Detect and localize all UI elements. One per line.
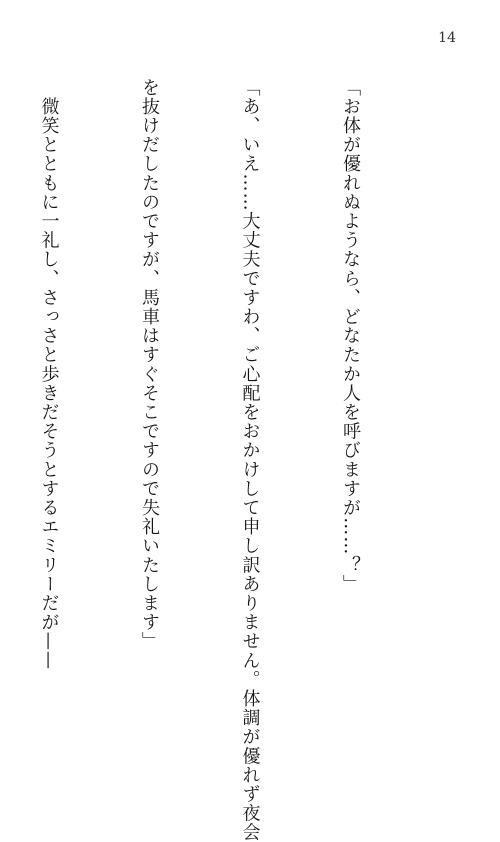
text-line: 「お体が優れぬようなら、どなたか人を呼びますが……？」	[340, 78, 361, 594]
text-line: 「あ、いえ……大丈夫ですわ、ご心配をおかけして申し訳ありません。体調が優れず夜会	[239, 78, 261, 842]
text-line: を抜けだしたのですが、馬車はすぐそこですので失礼いたします」	[139, 78, 160, 651]
vertical-text-body	[0, 78, 434, 842]
text-line: 微笑とともに一礼し、さっさと歩きだそうとするエミリーだが——	[38, 78, 60, 671]
page-number: 14	[438, 30, 456, 46]
